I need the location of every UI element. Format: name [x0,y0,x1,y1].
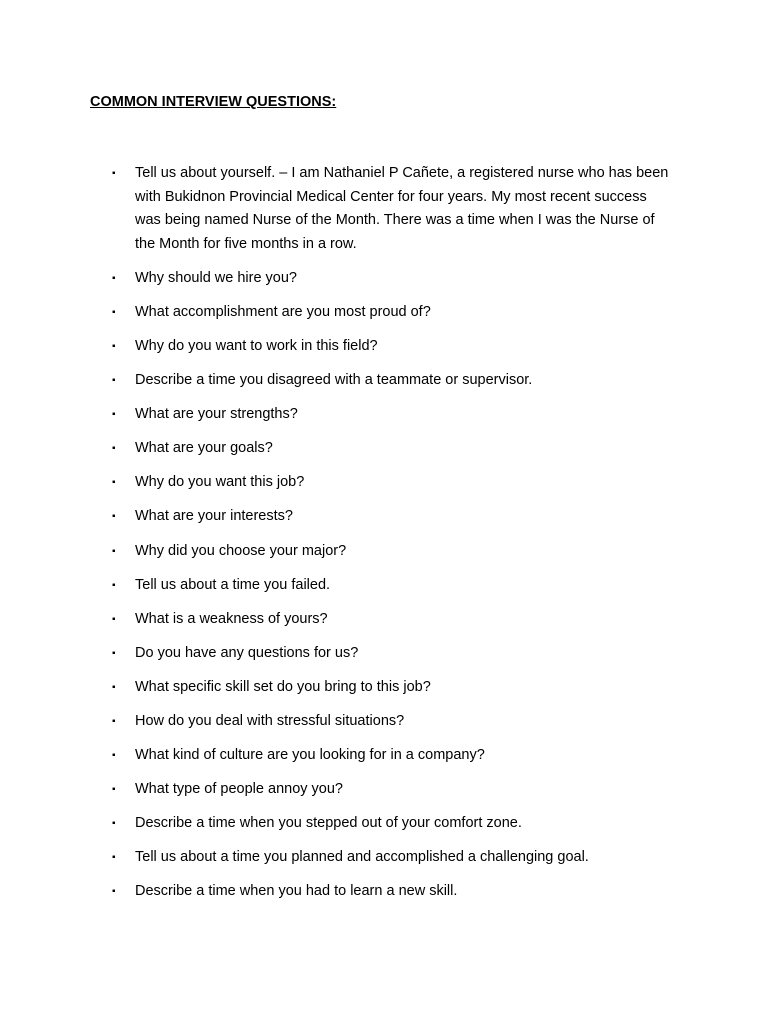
question-item [112,846,672,870]
question-text: Tell us about yourself. – I am Nathaniel P Cañete, a registered nurse who has been with Bukidnon Provincial Medical Center for four years. My most recent success was being named Nurse of the Month. There was a time when I was the Nurse of the Month for five months in a row. [135,165,669,252]
bullet-icon: ▪ [112,409,116,420]
question-text: What is a weakness of yours? [135,611,328,627]
question-text: How do you deal with stressful situations? [135,713,405,729]
question-text: What kind of culture are you looking for in a company? [135,747,485,763]
bullet-icon: ▪ [112,511,116,522]
question-text: What accomplishment are you most proud of? [135,304,431,320]
bullet-icon: ▪ [112,886,116,897]
question-item [112,744,672,768]
bullet-icon: ▪ [112,580,116,591]
question-item [112,162,672,256]
question-item [112,880,672,904]
question-item [112,574,672,598]
bullet-icon: ▪ [112,716,116,727]
bullet-icon: ▪ [112,168,116,179]
question-text: What specific skill set do you bring to this job? [135,679,431,695]
question-item [112,710,672,734]
question-text: Tell us about a time you planned and accomplished a challenging goal. [135,849,589,865]
bullet-icon: ▪ [112,682,116,693]
question-text: Why did you choose your major? [135,543,347,559]
bullet-icon: ▪ [112,443,116,454]
question-item [112,437,672,461]
question-item [112,403,672,427]
question-text: What are your interests? [135,508,293,524]
bullet-icon: ▪ [112,341,116,352]
bullet-icon: ▪ [112,852,116,863]
bullet-icon: ▪ [112,750,116,761]
question-text: Why do you want to work in this field? [135,338,378,354]
bullet-icon: ▪ [112,784,116,795]
question-text: Why do you want this job? [135,474,305,490]
question-item [112,642,672,666]
question-text: Why should we hire you? [135,270,297,286]
question-text: Tell us about a time you failed. [135,577,331,593]
question-item [112,267,672,291]
question-item [112,676,672,700]
question-item [112,369,672,393]
bullet-icon: ▪ [112,477,116,488]
question-item [112,778,672,802]
question-text: What type of people annoy you? [135,781,343,797]
bullet-icon: ▪ [112,614,116,625]
bullet-icon: ▪ [112,818,116,829]
document-title: COMMON INTERVIEW QUESTIONS: [90,94,337,110]
question-item [112,301,672,325]
question-text: Describe a time when you had to learn a new skill. [135,883,458,899]
question-text: Do you have any questions for us? [135,645,359,661]
bullet-icon: ▪ [112,307,116,318]
question-item [112,505,672,529]
question-item [112,540,672,564]
question-text: What are your goals? [135,440,273,456]
question-text: Describe a time when you stepped out of your comfort zone. [135,815,522,831]
question-item [112,608,672,632]
question-item [112,335,672,359]
bullet-icon: ▪ [112,546,116,557]
bullet-icon: ▪ [112,375,116,386]
question-item [112,471,672,495]
question-item [112,812,672,836]
question-text: Describe a time you disagreed with a teammate or supervisor. [135,372,533,388]
question-text: What are your strengths? [135,406,298,422]
bullet-icon: ▪ [112,273,116,284]
bullet-icon: ▪ [112,648,116,659]
